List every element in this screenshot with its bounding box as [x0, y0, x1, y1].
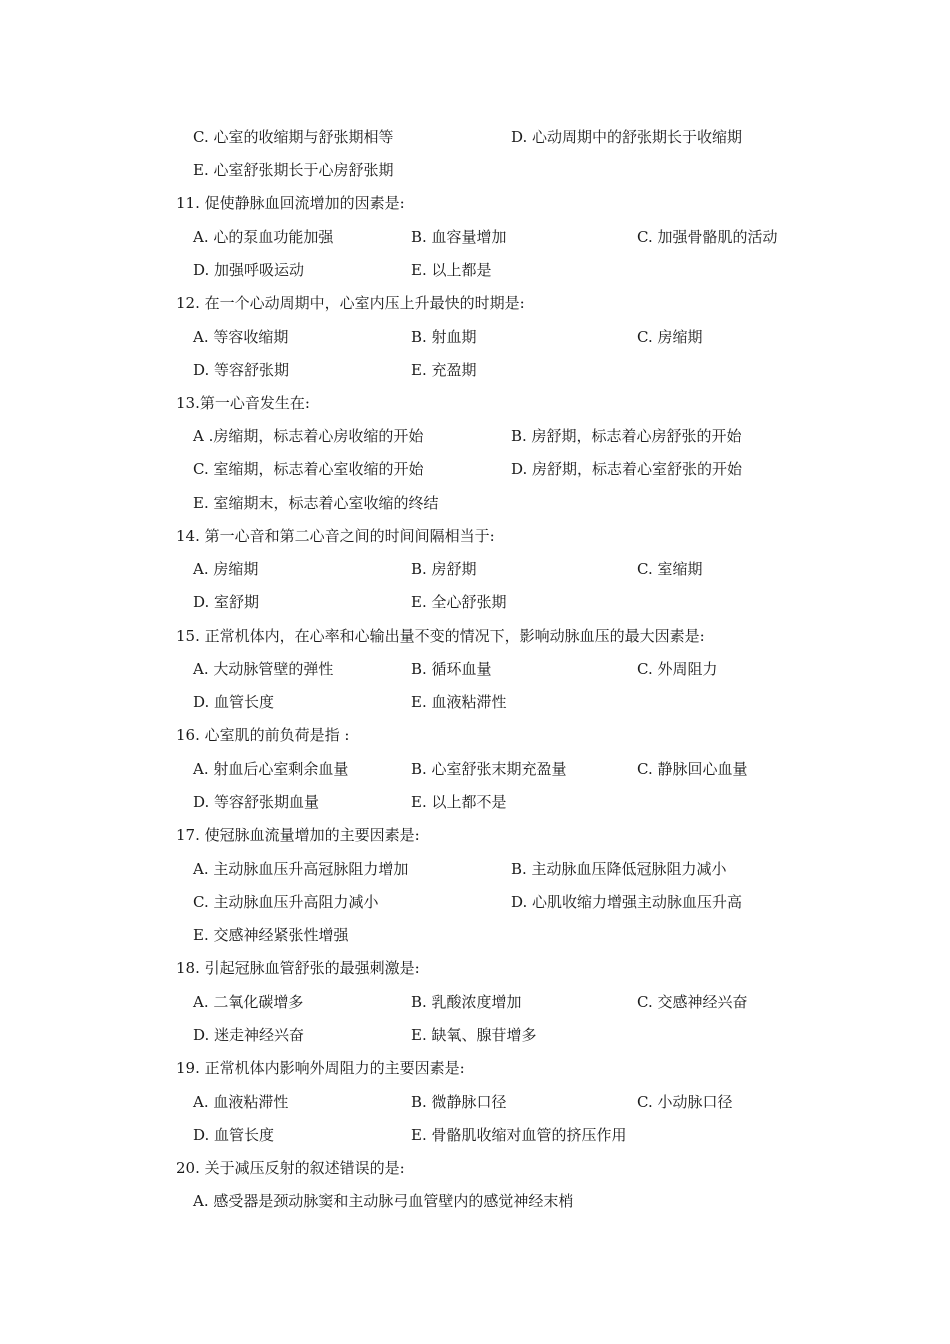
- option-13-e: E. 室缩期末，标志着心室收缩的终结: [193, 494, 439, 512]
- question-17-stem: 17. 使冠脉血流量增加的主要因素是:: [176, 826, 420, 844]
- option-row: [0, 1123, 950, 1147]
- option-12-b: B. 射血期: [411, 328, 477, 346]
- option-10-d: D. 心动周期中的舒张期长于收缩期: [511, 128, 743, 146]
- option-18-a: A. 二氧化碳增多: [193, 993, 304, 1011]
- option-19-c: C. 小动脉口径: [637, 1093, 733, 1111]
- option-17-e: E. 交感神经紧张性增强: [193, 926, 349, 944]
- question-18-stem: 18. 引起冠脉血管舒张的最强刺激是:: [176, 959, 420, 977]
- option-row: [0, 1189, 950, 1213]
- option-row: [0, 424, 950, 448]
- option-row: [0, 657, 950, 681]
- option-19-b: B. 微静脉口径: [411, 1093, 507, 1111]
- option-row: [0, 358, 950, 382]
- option-17-d: D. 心肌收缩力增强主动脉血压升高: [511, 893, 743, 911]
- option-11-d: D. 加强呼吸运动: [193, 261, 305, 279]
- option-13-b: B. 房舒期，标志着心房舒张的开始: [511, 427, 742, 445]
- option-15-c: C. 外周阻力: [637, 660, 718, 678]
- option-14-d: D. 室舒期: [193, 593, 260, 611]
- option-10-c: C. 心室的收缩期与舒张期相等: [193, 128, 394, 146]
- option-18-d: D. 迷走神经兴奋: [193, 1026, 305, 1044]
- option-12-e: E. 充盈期: [411, 361, 477, 379]
- option-row: [0, 1090, 950, 1114]
- option-14-e: E. 全心舒张期: [411, 593, 507, 611]
- option-row: [0, 590, 950, 614]
- option-11-a: A. 心的泵血功能加强: [193, 228, 334, 246]
- option-12-c: C. 房缩期: [637, 328, 703, 346]
- option-12-a: A. 等容收缩期: [193, 328, 289, 346]
- option-row: [0, 457, 950, 481]
- option-18-e: E. 缺氧、腺苷增多: [411, 1026, 537, 1044]
- option-row: [0, 158, 950, 182]
- question-16-stem: 16. 心室肌的前负荷是指 :: [176, 726, 350, 744]
- option-row: [0, 225, 950, 249]
- option-row: [0, 890, 950, 914]
- option-11-b: B. 血容量增加: [411, 228, 507, 246]
- option-16-d: D. 等容舒张期血量: [193, 793, 320, 811]
- option-row: [0, 557, 950, 581]
- option-20-a: A. 感受器是颈动脉窦和主动脉弓血管壁内的感觉神经末梢: [193, 1192, 574, 1210]
- option-19-d: D. 血管长度: [193, 1126, 275, 1144]
- option-16-a: A. 射血后心室剩余血量: [193, 760, 349, 778]
- option-15-b: B. 循环血量: [411, 660, 492, 678]
- question-19-stem: 19. 正常机体内影响外周阻力的主要因素是:: [176, 1059, 465, 1077]
- option-15-a: A. 大动脉管壁的弹性: [193, 660, 334, 678]
- question-15-stem: 15. 正常机体内，在心率和心输出量不变的情况下，影响动脉血压的最大因素是:: [176, 627, 705, 645]
- option-row: [0, 857, 950, 881]
- option-11-e: E. 以上都是: [411, 261, 492, 279]
- option-14-b: B. 房舒期: [411, 560, 477, 578]
- option-18-b: B. 乳酸浓度增加: [411, 993, 522, 1011]
- option-14-a: A. 房缩期: [193, 560, 259, 578]
- option-15-e: E. 血液粘滞性: [411, 693, 507, 711]
- option-17-b: B. 主动脉血压降低冠脉阻力减小: [511, 860, 727, 878]
- option-13-a: A .房缩期，标志着心房收缩的开始: [193, 427, 424, 445]
- option-16-c: C. 静脉回心血量: [637, 760, 748, 778]
- option-row: [0, 790, 950, 814]
- option-19-e: E. 骨骼肌收缩对血管的挤压作用: [411, 1126, 627, 1144]
- option-row: [0, 258, 950, 282]
- option-10-e: E. 心室舒张期长于心房舒张期: [193, 161, 394, 179]
- option-16-e: E. 以上都不是: [411, 793, 507, 811]
- option-14-c: C. 室缩期: [637, 560, 703, 578]
- option-13-d: D. 房舒期，标志着心室舒张的开始: [511, 460, 743, 478]
- question-14-stem: 14. 第一心音和第二心音之间的时间间隔相当于:: [176, 527, 495, 545]
- option-17-a: A. 主动脉血压升高冠脉阻力增加: [193, 860, 409, 878]
- question-20-stem: 20. 关于减压反射的叙述错误的是:: [176, 1159, 405, 1177]
- option-row: [0, 125, 950, 149]
- option-row: [0, 325, 950, 349]
- option-19-a: A. 血液粘滞性: [193, 1093, 289, 1111]
- question-11-stem: 11. 促使静脉血回流增加的因素是:: [176, 194, 405, 212]
- option-16-b: B. 心室舒张末期充盈量: [411, 760, 567, 778]
- option-row: [0, 1023, 950, 1047]
- option-row: [0, 491, 950, 515]
- option-17-c: C. 主动脉血压升高阻力减小: [193, 893, 379, 911]
- question-12-stem: 12. 在一个心动周期中，心室内压上升最快的时期是:: [176, 294, 525, 312]
- option-row: [0, 990, 950, 1014]
- option-row: [0, 757, 950, 781]
- option-15-d: D. 血管长度: [193, 693, 275, 711]
- option-row: [0, 690, 950, 714]
- option-12-d: D. 等容舒张期: [193, 361, 290, 379]
- option-13-c: C. 室缩期，标志着心室收缩的开始: [193, 460, 424, 478]
- option-18-c: C. 交感神经兴奋: [637, 993, 748, 1011]
- question-13-stem: 13.第一心音发生在:: [176, 394, 310, 412]
- option-11-c: C. 加强骨骼肌的活动: [637, 228, 778, 246]
- option-row: [0, 923, 950, 947]
